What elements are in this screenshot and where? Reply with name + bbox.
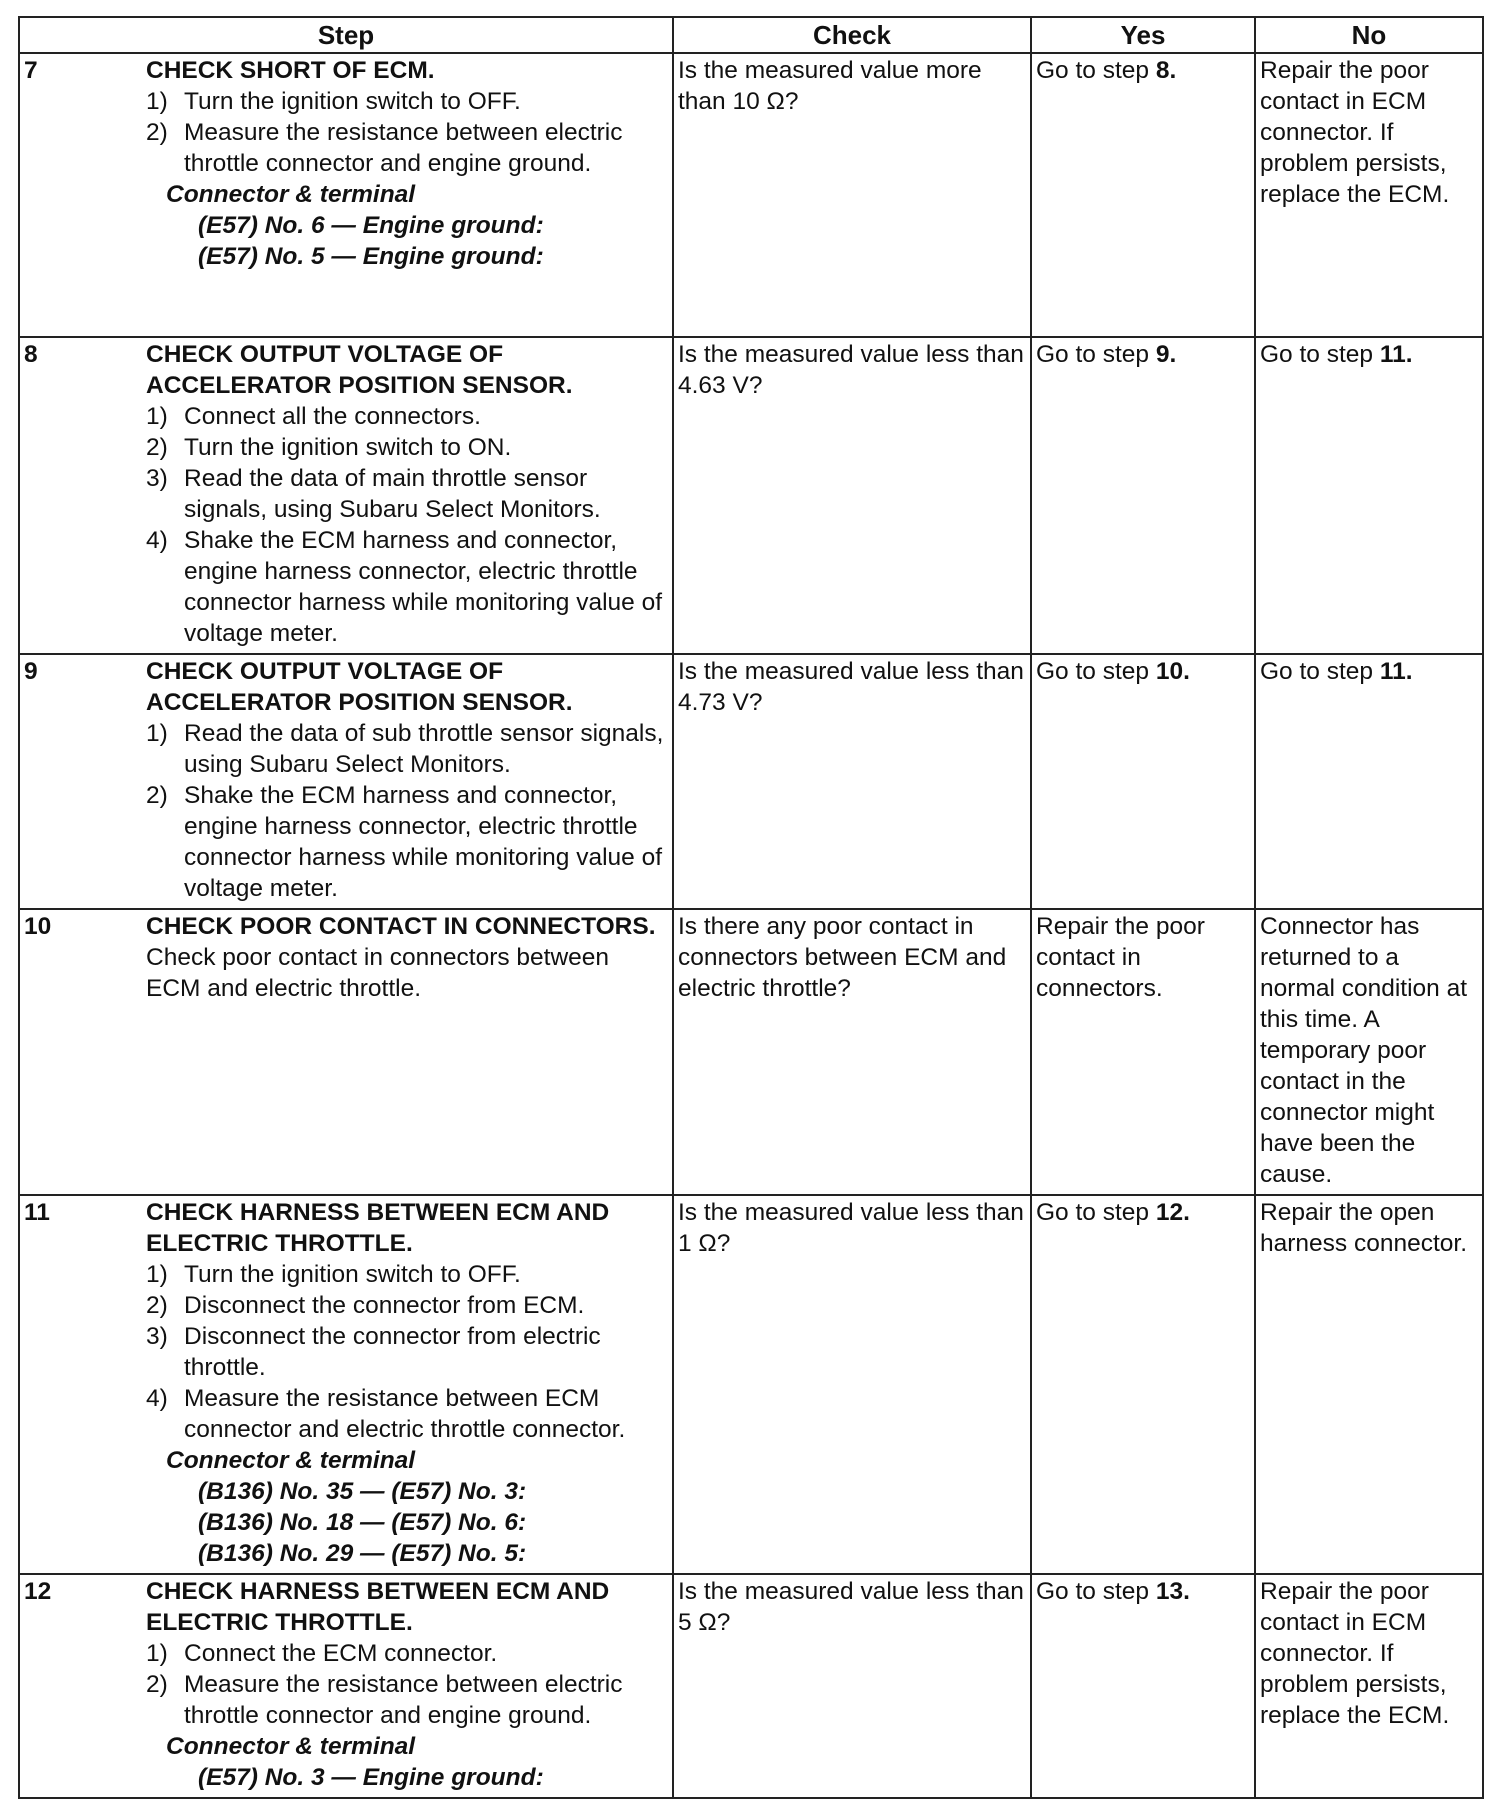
yes-cell: Go to step 9.	[1031, 337, 1255, 654]
instruction: 4) Measure the resistance between ECM connector and electric throttle connector.	[146, 1385, 626, 1443]
connector-terminal-item: (E57) No. 6 — Engine ground:	[198, 212, 544, 239]
instruction: 2) Disconnect the connector from ECM.	[146, 1292, 585, 1319]
step-cell	[19, 53, 673, 337]
no-step-ref: 11.	[1379, 658, 1413, 685]
yes-cell: Go to step 12.	[1031, 1195, 1255, 1574]
header-no: No	[1255, 17, 1483, 53]
check-cell: Is the measured value less than 5 Ω?	[673, 1574, 1031, 1798]
no-cell: Connector has returned to a normal condition at this time. A temporary poor contact in the connector might have been the cause.	[1255, 909, 1483, 1195]
step-description: Check poor contact in connectors between ECM and electric throttle.	[146, 944, 610, 1002]
step-title: CHECK SHORT OF ECM.	[146, 57, 435, 84]
no-cell: Repair the open harness connector.	[1255, 1195, 1483, 1574]
no-cell: Go to step 11.	[1255, 337, 1483, 654]
table-row	[19, 1574, 1483, 1798]
instruction: 3) Disconnect the connector from electric throttle.	[146, 1323, 601, 1381]
header-yes: Yes	[1031, 17, 1255, 53]
step-cell	[19, 1195, 673, 1574]
table-row	[19, 909, 1483, 1195]
instruction: 1) Read the data of sub throttle sensor signals, using Subaru Select Monitors.	[146, 720, 664, 778]
connector-terminal-item: (B136) No. 35 — (E57) No. 3:	[198, 1478, 527, 1505]
yes-cell: Go to step 13.	[1031, 1574, 1255, 1798]
step-title: CHECK OUTPUT VOLTAGE OF ACCELERATOR POSITION SENSOR.	[146, 341, 573, 399]
step-cell	[19, 909, 673, 1195]
step-number: 8	[24, 341, 38, 368]
table-row	[19, 53, 1483, 337]
instruction: 2) Turn the ignition switch to ON.	[146, 434, 512, 461]
yes-step-ref: 13.	[1155, 1578, 1190, 1605]
step-title: CHECK HARNESS BETWEEN ECM AND ELECTRIC THROTTLE.	[146, 1578, 610, 1636]
connector-terminal-item: (E57) No. 3 — Engine ground:	[198, 1764, 544, 1791]
no-cell: Repair the poor contact in ECM connector. If problem persists, replace the ECM.	[1255, 1574, 1483, 1798]
instruction: 1) Connect all the connectors.	[146, 403, 481, 430]
step-cell	[19, 654, 673, 909]
connector-terminal-label: Connector & terminal	[166, 181, 416, 208]
step-number: 11	[24, 1199, 50, 1226]
instruction: 2) Measure the resistance between electric throttle connector and engine ground.	[146, 119, 623, 177]
connector-terminal-item: (B136) No. 29 — (E57) No. 5:	[198, 1540, 527, 1567]
diagnostic-procedure-table	[18, 16, 1484, 1799]
step-title: CHECK HARNESS BETWEEN ECM AND ELECTRIC THROTTLE.	[146, 1199, 610, 1257]
connector-terminal-item: (B136) No. 18 — (E57) No. 6:	[198, 1509, 527, 1536]
connector-terminal-label: Connector & terminal	[166, 1447, 416, 1474]
step-title: CHECK POOR CONTACT IN CONNECTORS.	[146, 913, 656, 940]
check-cell: Is the measured value less than 4.63 V?	[673, 337, 1031, 654]
header-step: Step	[19, 17, 673, 53]
instruction: 1) Turn the ignition switch to OFF.	[146, 88, 521, 115]
yes-step-ref: 9.	[1155, 341, 1177, 368]
header-check: Check	[673, 17, 1031, 53]
step-number: 12	[24, 1578, 52, 1605]
step-number: 7	[24, 57, 38, 84]
yes-cell: Go to step 10.	[1031, 654, 1255, 909]
step-cell	[19, 1574, 673, 1798]
no-cell: Repair the poor contact in ECM connector. If problem persists, replace the ECM.	[1255, 53, 1483, 337]
yes-cell: Repair the poor contact in connectors.	[1031, 909, 1255, 1195]
no-step-ref: 11.	[1379, 341, 1413, 368]
check-cell: Is the measured value less than 1 Ω?	[673, 1195, 1031, 1574]
yes-step-ref: 12.	[1155, 1199, 1190, 1226]
check-cell: Is the measured value more than 10 Ω?	[673, 53, 1031, 337]
step-number: 10	[24, 913, 52, 940]
table-row	[19, 337, 1483, 654]
step-cell	[19, 337, 673, 654]
table-header-row	[19, 17, 1483, 53]
instruction: 1) Turn the ignition switch to OFF.	[146, 1261, 521, 1288]
yes-cell: Go to step 8.	[1031, 53, 1255, 337]
yes-step-ref: 10.	[1155, 658, 1190, 685]
table-row	[19, 1195, 1483, 1574]
step-title: CHECK OUTPUT VOLTAGE OF ACCELERATOR POSITION SENSOR.	[146, 658, 573, 716]
check-cell: Is there any poor contact in connectors between ECM and electric throttle?	[673, 909, 1031, 1195]
instruction: 4) Shake the ECM harness and connector, engine harness connector, electric throttle connector harness while monitoring value of voltage meter.	[146, 527, 663, 647]
instruction: 2) Measure the resistance between electric throttle connector and engine ground.	[146, 1671, 623, 1729]
table-row	[19, 654, 1483, 909]
yes-step-ref: 8.	[1155, 57, 1177, 84]
instruction: 2) Shake the ECM harness and connector, engine harness connector, electric throttle connector harness while monitoring value of voltage meter.	[146, 782, 663, 902]
connector-terminal-label: Connector & terminal	[166, 1733, 416, 1760]
connector-terminal-item: (E57) No. 5 — Engine ground:	[198, 243, 544, 270]
step-number: 9	[24, 658, 38, 685]
check-cell: Is the measured value less than 4.73 V?	[673, 654, 1031, 909]
instruction: 3) Read the data of main throttle sensor signals, using Subaru Select Monitors.	[146, 465, 601, 523]
instruction: 1) Connect the ECM connector.	[146, 1640, 498, 1667]
no-cell: Go to step 11.	[1255, 654, 1483, 909]
